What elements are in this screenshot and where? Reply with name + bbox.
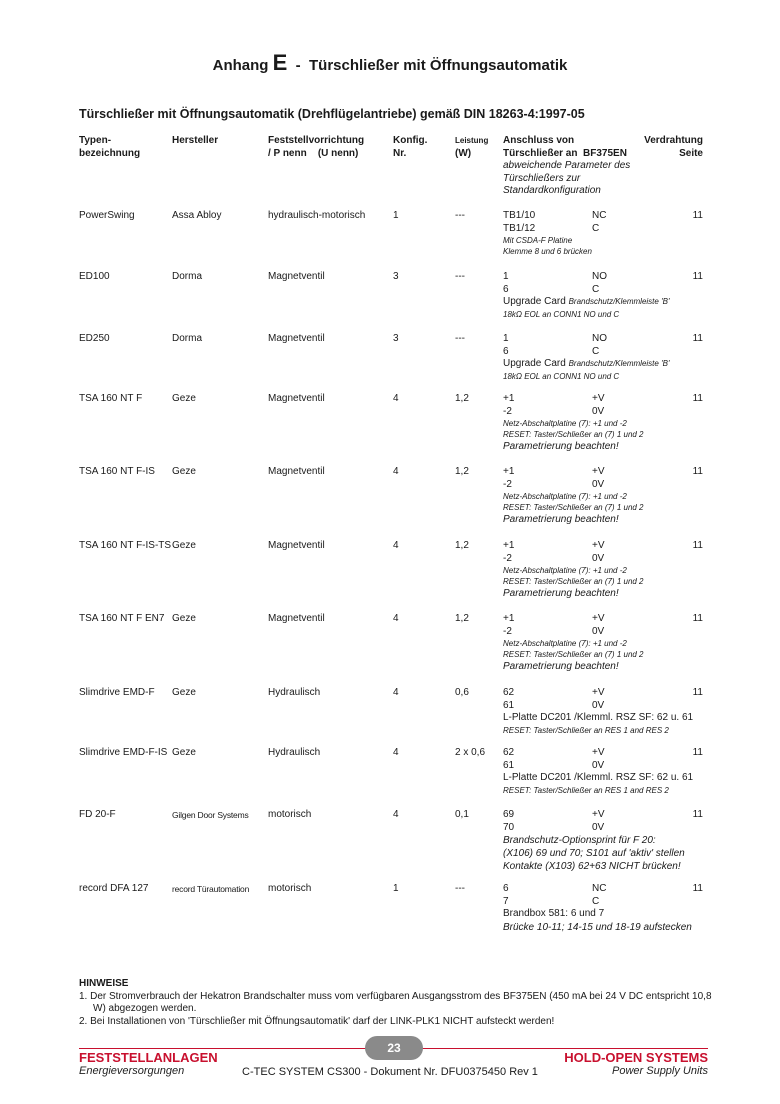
cell-leistung: 0,1	[455, 809, 469, 820]
terminal-function: +V	[592, 466, 605, 477]
cell-hersteller: Assa Abloy	[172, 210, 222, 221]
anschluss-note: L-Platte DC201 /Klemml. RSZ SF: 62 u. 61	[503, 712, 694, 723]
anschluss-note: Parametrierung beachten!	[503, 441, 619, 452]
anschluss-note: Parametrierung beachten!	[503, 661, 619, 672]
terminal-label: 6	[503, 345, 509, 357]
cell-hersteller: Geze	[172, 466, 196, 477]
terminal-label: +1	[503, 613, 515, 624]
hinweise-item-2: 2. Bei Installationen von 'Türschließer mit Öffnungsautomatik' darf der LINK-PLK1 NICHT aufsteckt werden!	[79, 1015, 555, 1027]
anschluss-note: Upgrade Card	[503, 358, 569, 369]
cell-seite: 11	[692, 883, 703, 894]
terminal-label: 6	[503, 283, 509, 295]
title-sep: -	[295, 57, 301, 74]
cell-leistung: ---	[455, 271, 465, 282]
terminal-label: -2	[503, 625, 512, 637]
cell-typ: FD 20-F	[79, 809, 116, 820]
terminal-label: 7	[503, 895, 509, 907]
header-konfig: Konfig. Nr.	[393, 135, 428, 159]
terminal-function: +V	[592, 747, 605, 758]
anschluss-note: RESET: Taster/Schließer an (7) 1 und 2	[503, 503, 644, 512]
cell-feststell: motorisch	[268, 883, 312, 894]
hinweise-section	[79, 978, 719, 1028]
cell-anschluss	[503, 540, 703, 600]
terminal-label: 1	[503, 271, 509, 282]
anschluss-note: Klemme 8 und 6 brücken	[503, 247, 592, 256]
cell-konfig: 3	[393, 333, 399, 344]
header-typ: Typen- bezeichnung	[79, 135, 141, 159]
cell-hersteller: Dorma	[172, 333, 203, 344]
cell-feststell: Hydraulisch	[268, 747, 321, 758]
anschluss-note: Upgrade Card	[503, 296, 569, 307]
cell-anschluss	[503, 271, 703, 320]
cell-anschluss	[503, 333, 703, 382]
cell-typ: record DFA 127	[79, 883, 149, 894]
terminal-function: 0V	[592, 821, 605, 833]
anschluss-note: RESET: Taster/Schließer an RES 1 and RES 2	[503, 725, 669, 735]
cell-seite: 11	[692, 687, 703, 698]
terminal-function: +V	[592, 687, 605, 698]
anschluss-note: RESET: Taster/Schließer an (7) 1 und 2	[503, 577, 644, 586]
terminal-label: +1	[503, 540, 515, 551]
header-feststell: Feststellvorrichtung / P nenn (U nenn)	[268, 135, 365, 159]
title-prefix: Anhang	[212, 57, 269, 74]
terminal-label: TB1/10	[503, 210, 536, 221]
terminal-function: 0V	[592, 405, 605, 417]
cell-typ: ED100	[79, 271, 110, 282]
cell-seite: 11	[692, 747, 703, 758]
anschluss-note: 18kΩ EOL an CONN1 NO und C	[503, 371, 620, 381]
terminal-label: 69	[503, 809, 515, 820]
cell-anschluss	[503, 466, 703, 526]
cell-typ: Slimdrive EMD-F	[79, 687, 155, 698]
cell-seite: 11	[692, 271, 703, 282]
terminal-function: +V	[592, 393, 605, 404]
anschluss-note: Parametrierung beachten!	[503, 514, 619, 525]
terminal-label: 61	[503, 699, 515, 711]
cell-leistung: 1,2	[455, 613, 469, 624]
anschluss-note: Netz-Abschaltplatine (7): +1 und -2	[503, 639, 627, 648]
terminal-label: -2	[503, 405, 512, 417]
anschluss-note: Mit CSDA-F Platine	[503, 236, 573, 245]
terminal-function: NC	[592, 210, 607, 221]
terminal-label: 1	[503, 333, 509, 344]
terminal-label: 62	[503, 687, 515, 698]
anschluss-note: Netz-Abschaltplatine (7): +1 und -2	[503, 419, 627, 428]
header-leistung: Leistung	[455, 136, 489, 145]
cell-seite: 11	[692, 809, 703, 820]
hinweise-title: HINWEISE	[79, 978, 129, 989]
cell-konfig: 4	[393, 747, 399, 758]
cell-leistung: 0,6	[455, 687, 469, 698]
cell-feststell: Magnetventil	[268, 393, 325, 404]
terminal-label: 70	[503, 821, 515, 833]
terminal-function: 0V	[592, 759, 605, 771]
terminal-function: +V	[592, 540, 605, 551]
anschluss-note: RESET: Taster/Schließer an (7) 1 und 2	[503, 430, 644, 439]
cell-konfig: 4	[393, 613, 399, 624]
header-verdrahtung: Verdrahtung Seite	[644, 135, 703, 159]
cell-leistung: 2 x 0,6	[455, 747, 486, 758]
cell-seite: 11	[692, 333, 703, 344]
terminal-label: 61	[503, 759, 515, 771]
cell-feststell: Magnetventil	[268, 613, 325, 624]
cell-konfig: 4	[393, 540, 399, 551]
cell-konfig: 4	[393, 687, 399, 698]
cell-typ: Slimdrive EMD-F-IS	[79, 747, 168, 758]
cell-feststell: Magnetventil	[268, 333, 325, 344]
cell-feststell: motorisch	[268, 809, 312, 820]
terminal-function: 0V	[592, 478, 605, 490]
header-note: abweichende Parameter des Türschließers zur Standardkonfiguration	[503, 160, 631, 196]
table-title: Türschließer mit Öffnungsautomatik (Drehflügelantriebe) gemäß DIN 18263-4:1997-05	[79, 107, 585, 121]
cell-hersteller: Dorma	[172, 271, 203, 282]
terminal-label: -2	[503, 478, 512, 490]
terminal-function: 0V	[592, 625, 605, 637]
cell-anschluss	[503, 613, 703, 673]
cell-hersteller: Geze	[172, 393, 196, 404]
title-letter: E	[272, 50, 288, 75]
page-number: 23	[365, 1036, 423, 1060]
anschluss-note: L-Platte DC201 /Klemml. RSZ SF: 62 u. 61	[503, 772, 694, 783]
cell-feststell: Hydraulisch	[268, 687, 321, 698]
footer-left-sub: Energieversorgungen	[79, 1065, 185, 1077]
terminal-function: C	[592, 895, 600, 907]
cell-seite: 11	[692, 466, 703, 477]
cell-anschluss	[503, 883, 703, 934]
cell-feststell: Magnetventil	[268, 271, 325, 282]
terminal-function: NC	[592, 883, 607, 894]
cell-hersteller: Geze	[172, 687, 196, 698]
cell-anschluss	[503, 210, 703, 257]
footer-right	[564, 1050, 708, 1077]
cell-konfig: 1	[393, 210, 399, 221]
header-hersteller: Hersteller	[172, 135, 219, 146]
cell-anschluss	[503, 747, 703, 796]
terminal-function: C	[592, 345, 600, 357]
terminal-function: 0V	[592, 699, 605, 711]
cell-hersteller: Geze	[172, 613, 196, 624]
anschluss-note: Brücke 10-11; 14-15 und 18-19 aufstecken	[503, 921, 692, 933]
anschluss-note: 18kΩ EOL an CONN1 NO und C	[503, 309, 620, 319]
cell-seite: 11	[692, 393, 703, 404]
terminal-label: +1	[503, 393, 515, 404]
cell-leistung: 1,2	[455, 466, 469, 477]
terminal-function: C	[592, 283, 600, 295]
cell-seite: 11	[692, 613, 703, 624]
anschluss-note: Brandbox 581: 6 und 7	[503, 908, 605, 919]
anschluss-note: Kontakte (X103) 62+63 NICHT brücken!	[503, 861, 681, 872]
page-title	[0, 50, 780, 76]
terminal-function: +V	[592, 613, 605, 624]
terminal-function: 0V	[592, 552, 605, 564]
cell-konfig: 4	[393, 466, 399, 477]
cell-hersteller: record Türautomation	[172, 884, 250, 894]
anschluss-note: RESET: Taster/Schließer an (7) 1 und 2	[503, 650, 644, 659]
cell-typ: ED250	[79, 333, 110, 344]
cell-hersteller: Geze	[172, 540, 196, 551]
cell-leistung: ---	[455, 210, 465, 221]
terminal-function: +V	[592, 809, 605, 820]
cell-konfig: 4	[393, 393, 399, 404]
footer-right-sub: Power Supply Units	[612, 1065, 708, 1077]
anschluss-note-tail: Brandschutz/Klemmleiste 'B'	[568, 297, 670, 306]
cell-konfig: 3	[393, 271, 399, 282]
cell-feststell: Magnetventil	[268, 466, 325, 477]
footer-left-title: FESTSTELLANLAGEN	[79, 1050, 218, 1065]
anschluss-note: RESET: Taster/Schließer an RES 1 and RES 2	[503, 785, 669, 795]
terminal-label: -2	[503, 552, 512, 564]
cell-hersteller: Gilgen Door Systems	[172, 810, 249, 820]
terminal-function: C	[592, 222, 600, 234]
terminal-label: 6	[503, 883, 509, 894]
footer-right-title: HOLD-OPEN SYSTEMS	[564, 1050, 708, 1065]
title-text: Türschließer mit Öffnungsautomatik	[309, 57, 568, 74]
cell-anschluss	[503, 687, 703, 736]
cell-leistung: 1,2	[455, 393, 469, 404]
cell-konfig: 1	[393, 883, 399, 894]
cell-anschluss	[503, 809, 703, 873]
anschluss-note: Brandschutz-Optionsprint für F 20:	[503, 835, 656, 846]
terminal-function: NO	[592, 333, 607, 344]
cell-seite: 11	[692, 540, 703, 551]
cell-hersteller: Geze	[172, 747, 196, 758]
terminal-label: TB1/12	[503, 222, 536, 234]
header-leistung-unit: (W)	[455, 148, 472, 159]
cell-typ: TSA 160 NT F	[79, 393, 143, 404]
cell-feststell: hydraulisch-motorisch	[268, 210, 366, 221]
cell-anschluss	[503, 393, 703, 453]
cell-leistung: ---	[455, 333, 465, 344]
cell-typ: TSA 160 NT F-IS	[79, 466, 155, 477]
cell-seite: 11	[692, 210, 703, 221]
anschluss-note: Netz-Abschaltplatine (7): +1 und -2	[503, 492, 627, 501]
hinweise-item-1: 1. Der Stromverbrauch der Hekatron Brandschalter muss vom verfügbaren Ausgangsstrom des BF375EN (450 mA bei 24 V DC entspricht 10,8 W) abgezogen werden.	[79, 990, 712, 1014]
anschluss-note: (X106) 69 und 70; S101 auf 'aktiv' stellen	[503, 848, 685, 859]
terminal-label: 62	[503, 747, 515, 758]
terminal-function: NO	[592, 271, 607, 282]
cell-leistung: 1,2	[455, 540, 469, 551]
cell-leistung: ---	[455, 883, 465, 894]
anschluss-note: Parametrierung beachten!	[503, 588, 619, 599]
cell-konfig: 4	[393, 809, 399, 820]
footer-doc-ref: C-TEC SYSTEM CS300 - Dokument Nr. DFU0375450 Rev 1	[242, 1066, 538, 1078]
cell-typ: TSA 160 NT F EN7	[79, 613, 165, 624]
cell-typ: PowerSwing	[79, 210, 135, 221]
anschluss-note: Netz-Abschaltplatine (7): +1 und -2	[503, 566, 627, 575]
cell-typ: TSA 160 NT F-IS-TS	[79, 540, 172, 551]
header-anschluss: Anschluss von Türschließer an BF375EN	[503, 135, 627, 159]
cell-feststell: Magnetventil	[268, 540, 325, 551]
anschluss-note-tail: Brandschutz/Klemmleiste 'B'	[568, 359, 670, 368]
terminal-label: +1	[503, 466, 515, 477]
